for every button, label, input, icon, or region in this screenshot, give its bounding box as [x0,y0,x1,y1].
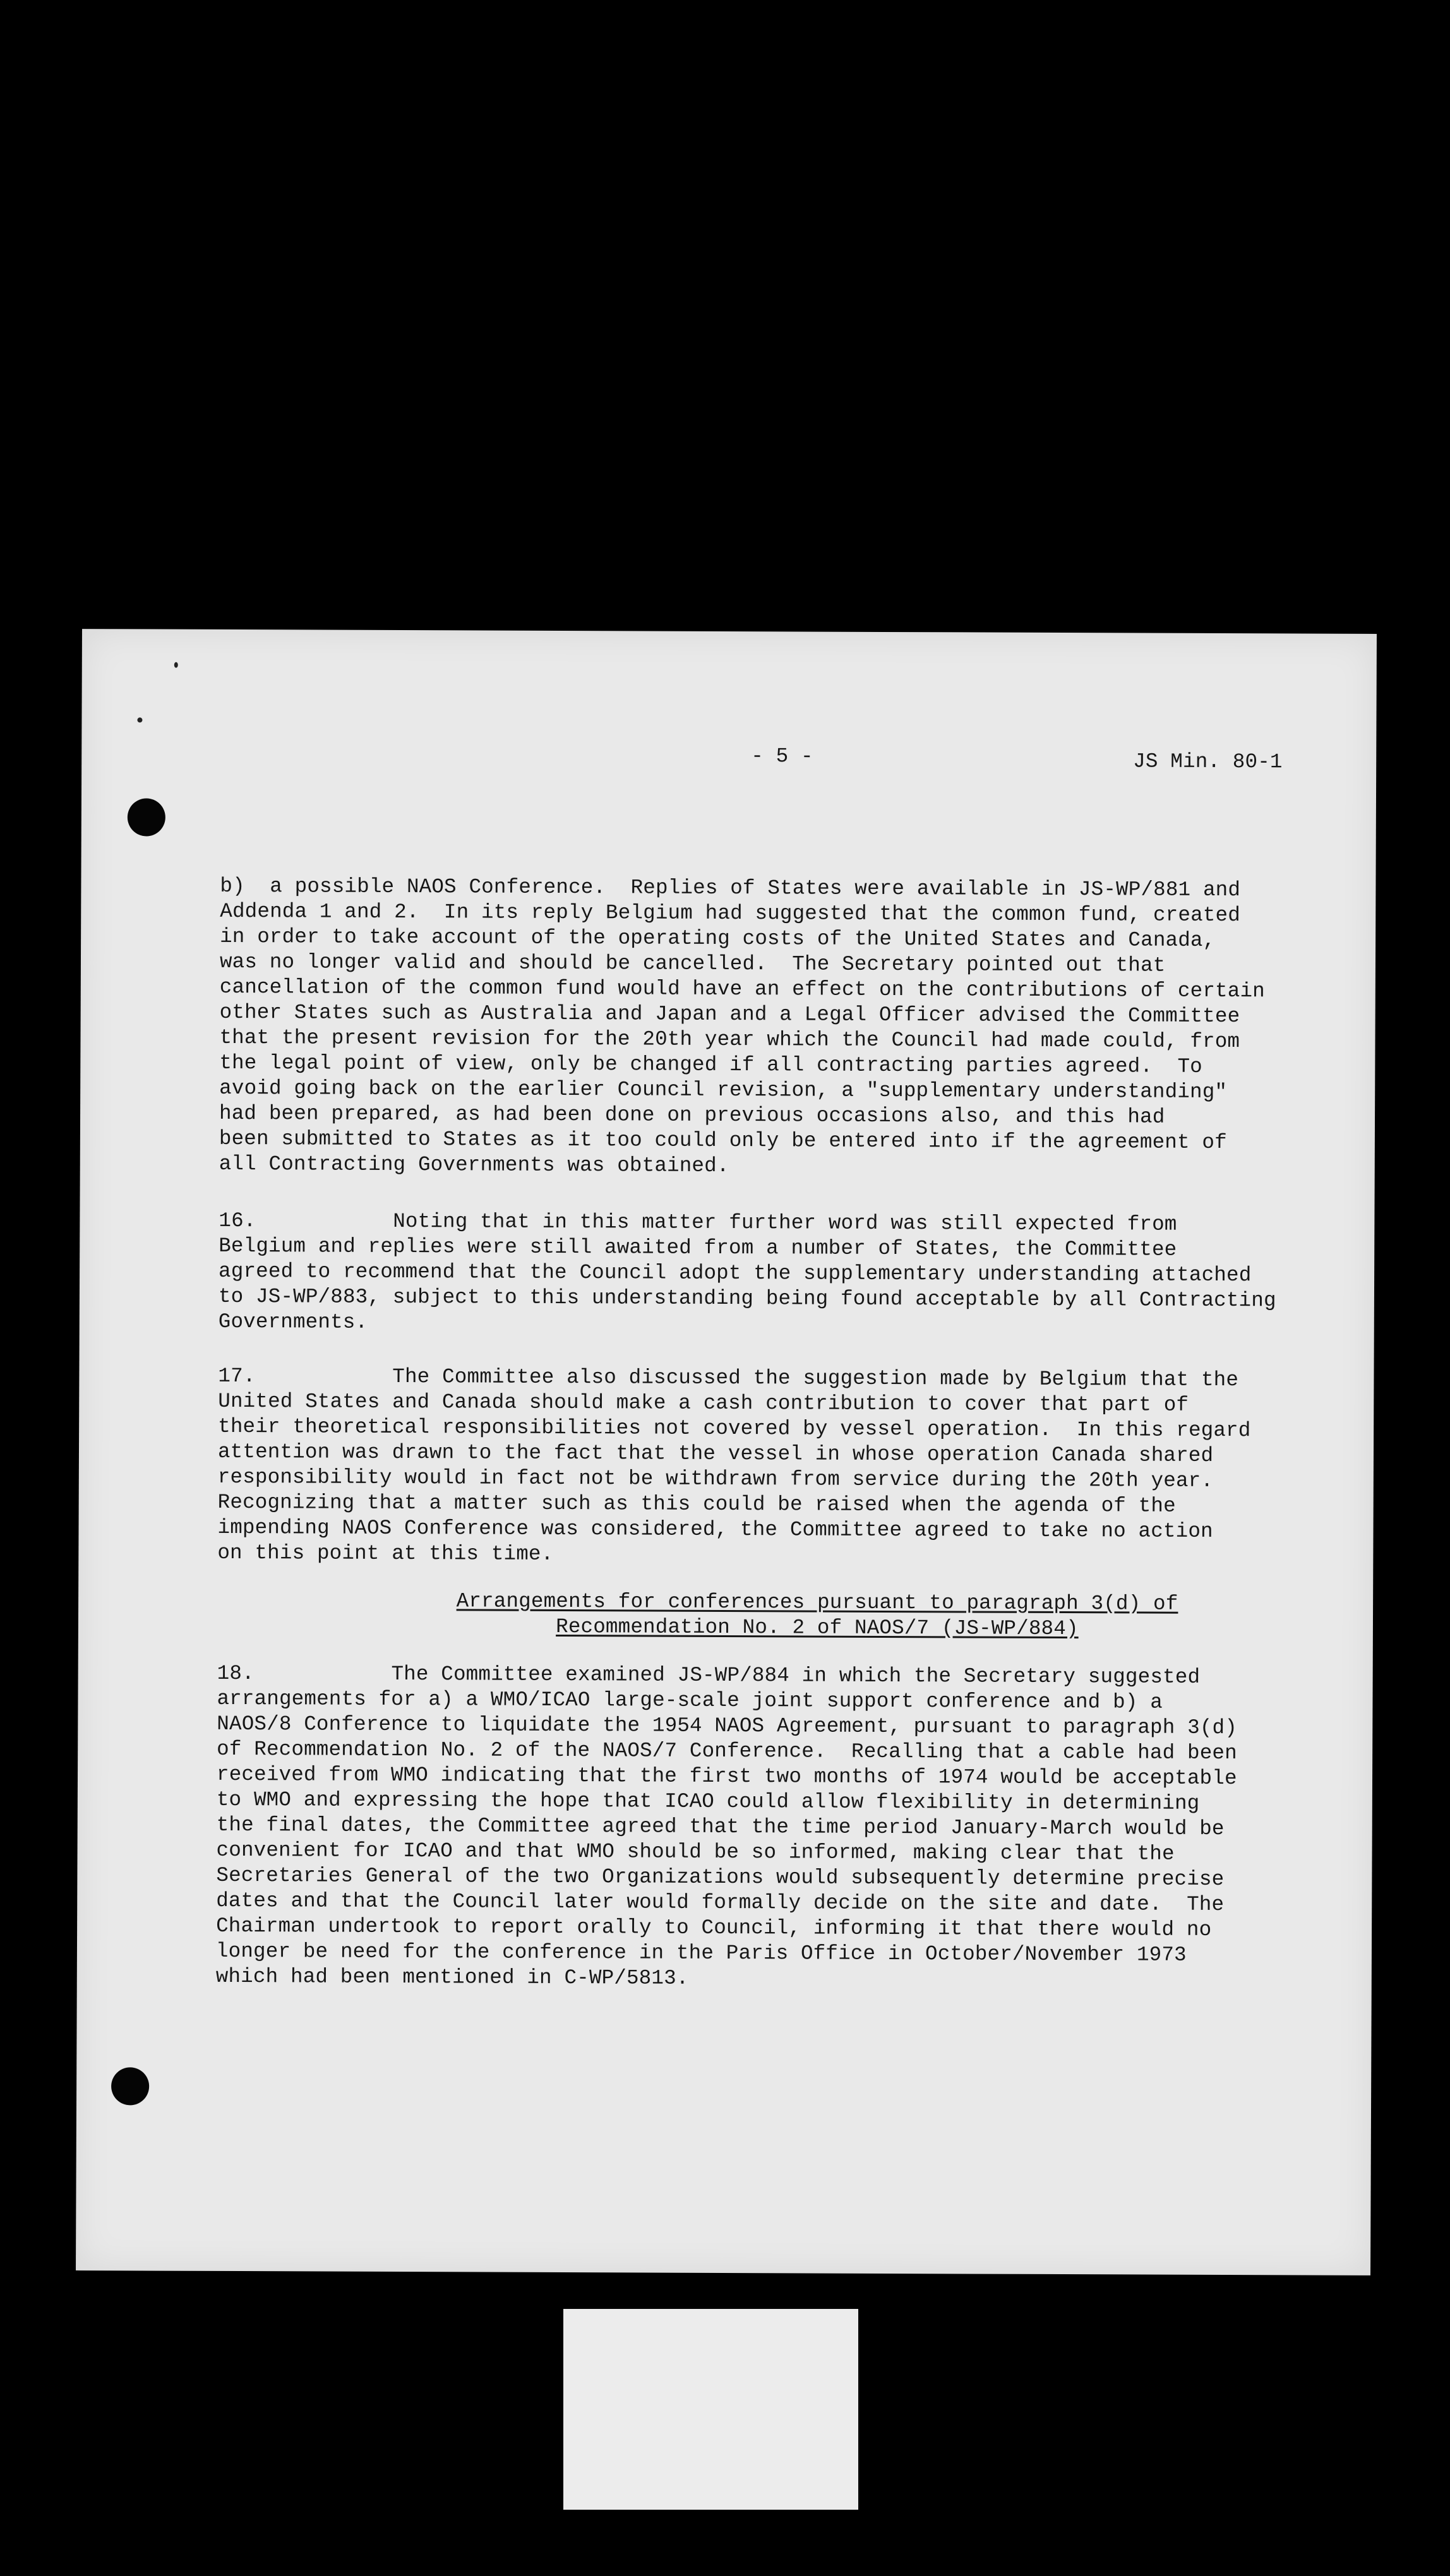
target-card [563,2309,858,2510]
page-number: - 5 - [751,744,813,768]
section-heading: Arrangements for conferences pursuant to paragraph 3(d) of Recommendation No. 2 of NAOS/7 (JS-WP/884) [456,1589,1178,1641]
document-reference: JS Min. 80-1 [1133,749,1283,774]
paragraph-18: 18. The Committee examined JS-WP/884 in which the Secretary suggested arrangements for a) a WMO/ICAO large-scale joint support conference and b) a NAOS/8 Conference to liquidate the 1954 NAOS Agreement, pursuant to paragraph 3(d) of Recommendation No. 2 of the NAOS/7 Conference. Recalling that a cable had been received from WMO indicating that the first two months of 1974 would be acceptable to WMO and expressing the hope that ICAO could allow flexibility in determining the final dates, the Committee agreed that the time period January-March would be convenient for ICAO and that WMO should be so informed, making clear that the Secretaries General of the two Organizations would subsequently determine precise dates and that the Council later would formally decide on the site and date. The Chairman undertook to report orally to Council, informing it that there would no longer be need for the conference in the Paris Office in October/November 1973 which had been mentioned in C-WP/5813. [215,1661,1238,1990]
document-text [76,629,1377,2275]
paragraph-17: 17. The Committee also discussed the suggestion made by Belgium that the United States and Canada should make a cash contribution to cover that part of their theoretical responsibilities not covered by vessel operation. In this regard attention was drawn to the fact that the vessel in whose operation Canada shared responsibility would in fact not be withdrawn from service during the 20th year. Recognizing that a matter such as this could be raised when the agenda of the impending NAOS Conference was considered, the Committee agreed to take no action on this point at this time. [217,1364,1251,1566]
paragraph-b: b) a possible NAOS Conference. Replies of States were available in JS-WP/881 and Addenda 1 and 2. In its reply Belgium had suggested that the common fund, created in order to take account of the operating costs of the United States and Canada, was no longer valid and should be cancelled. The Secretary pointed out that cancellation of the common fund would have an effect on the contributions of certain other States such as Australia and Japan and a Legal Officer advised the Committee that the present revision for the 20th year which the Council had made could, from the legal point of view, only be changed if all contracting parties agreed. To avoid going back on the earlier Council revision, a "supplementary understanding" had been prepared, as had been done on previous occasions also, and this had been submitted to States as it too could only be entered into if the agreement of all Contracting Governments was obtained. [219,874,1265,1178]
paragraph-16: 16. Noting that in this matter further word was still expected from Belgium and replies were still awaited from a number of States, the Committee agreed to recommend that the Council adopt the supplementary understanding attached to JS-WP/883, subject to this understanding being found acceptable by all Contracting Governments. [218,1208,1276,1334]
document-page [76,629,1377,2275]
